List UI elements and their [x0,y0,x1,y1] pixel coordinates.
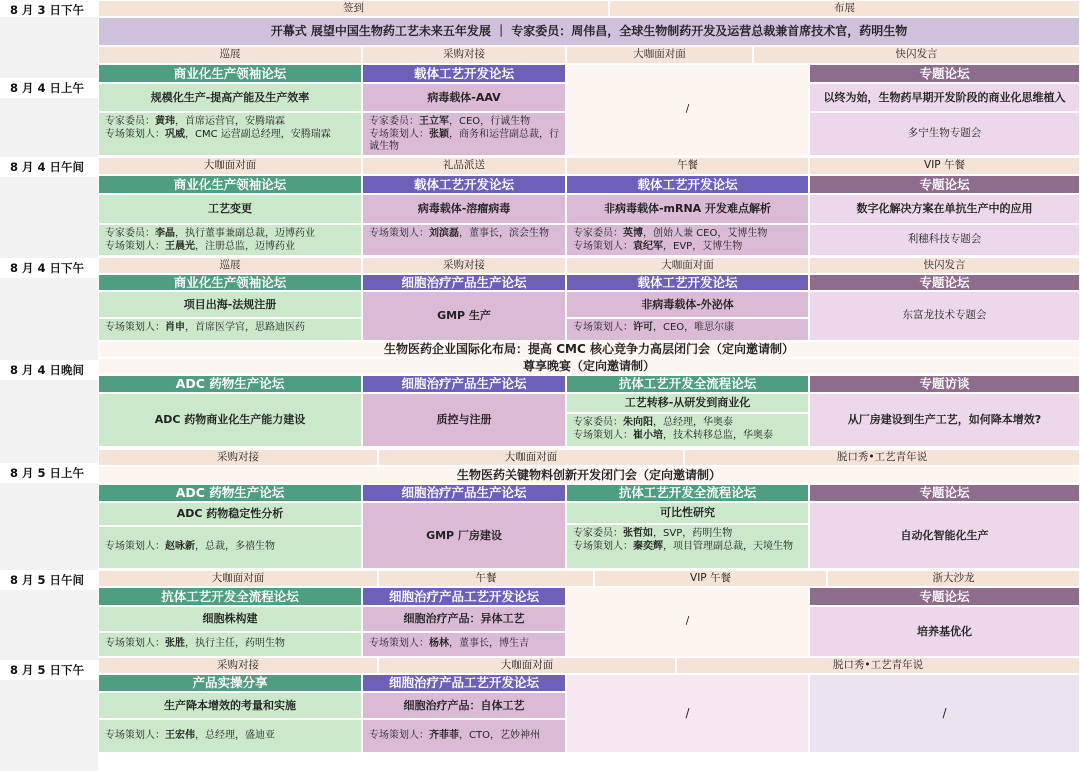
session-topic: GMP 厂房建设 [362,502,566,569]
session-speakers [362,632,566,657]
speaker-line: 专家委员：王立军，CEO，行诚生物 [369,116,531,127]
break-activity-cell: 大咖面对面 [378,449,684,466]
speaker-line: 专家委员：朱向阳，总经理，华奥泰 [573,417,733,428]
speaker-line: 专场策划人：崔小培，技术转移总监，华奥泰 [573,429,773,441]
session-speakers [362,112,566,156]
break-activity-cell: 采购对接 [362,46,566,64]
forum-title: 商业化生产领袖论坛 [98,64,362,83]
speaker-line: 专家委员：李晶，执行董事兼副总裁，迈博药业 [105,228,315,239]
break-activity-cell: VIP 午餐 [594,570,827,587]
session-topic: 自动化智能化生产 [809,502,1080,569]
forum-title: 专题论坛 [809,587,1080,606]
forum-title: 载体工艺开发论坛 [566,175,809,194]
session-topic: 非病毒载体-外泌体 [566,291,809,318]
session-speakers [566,524,809,569]
session-time-label: 8 月 3 日下午 [0,0,98,17]
session-topic: 细胞株构建 [98,606,362,632]
speaker-line: 专场策划人：王宏伟，总经理，盛迪亚 [105,729,275,741]
session-topic: 工艺转移-从研发到商业化 [566,393,809,413]
session-speakers [566,318,809,341]
forum-title: 载体工艺开发论坛 [566,274,809,291]
empty-slot-cell: / [566,674,809,753]
session-sponsor: 多宁生物专题会 [809,112,1080,156]
session-speakers [98,719,362,753]
forum-title: 商业化生产领袖论坛 [98,274,362,291]
break-activity-cell: 快闪发言 [809,257,1080,274]
forum-title: 细胞治疗产品生产论坛 [362,484,566,502]
break-activity-cell: 大咖面对面 [378,657,676,674]
break-activity-cell: 采购对接 [362,257,566,274]
session-speakers [362,224,566,256]
speaker-line: 专家委员：张哲如，SVP，药明生物 [573,528,733,539]
session-time-label: 8 月 5 日午间 [0,570,98,590]
checkin-cell: 签到 [98,0,609,17]
break-activity-cell: 大咖面对面 [98,570,378,587]
forum-title: ADC 药物生产论坛 [98,375,362,393]
forum-title: ADC 药物生产论坛 [98,484,362,502]
speaker-line: 专场策划人：巩威，CMC 运营副总经理，安腾瑞霖 [105,128,331,140]
session-topic: 培养基优化 [809,606,1080,657]
break-activity-cell: 午餐 [566,157,809,175]
break-activity-cell: 采购对接 [98,449,378,466]
session-topic: 生产降本增效的考量和实施 [98,692,362,719]
closed-door-meeting-banner: 生物医药关键物料创新开发闭门会（定向邀请制） [98,466,1080,484]
session-speakers [566,224,809,256]
speaker-line: 专场策划人：张颖，商务和运营副总裁，行诚生物 [369,128,559,152]
speaker-line: 专场策划人：许可，CEO，唯思尔康 [573,322,735,333]
setup-cell: 布展 [609,0,1080,17]
speaker-line: 专场策划人：杨林，董事长，博生吉 [369,638,529,650]
vip-dinner-banner: 尊享晚宴（定向邀请制） [98,358,1080,375]
break-activity-cell: 脱口秀•工艺青年说 [676,657,1080,674]
break-activity-cell: 大咖面对面 [566,257,809,274]
empty-slot-cell: / [566,64,809,156]
speaker-line: 专场策划人：赵咏新，总裁，多禧生物 [105,541,275,553]
session-topic: GMP 生产 [362,291,566,341]
session-topic: 病毒载体-溶瘤病毒 [362,194,566,224]
forum-title: 抗体工艺开发全流程论坛 [566,484,809,502]
break-activity-cell: 脱口秀•工艺青年说 [684,449,1080,466]
session-speakers [566,413,809,447]
forum-title: 载体工艺开发论坛 [362,175,566,194]
session-speakers [98,224,362,256]
empty-slot-cell: / [566,587,809,657]
break-activity-cell: 礼品派送 [362,157,566,175]
break-activity-cell: 午餐 [378,570,594,587]
speaker-line: 专家委员：英博，创始人兼 CEO，艾博生物 [573,228,768,239]
session-time-label: 8 月 5 日上午 [0,463,98,483]
date-column-background [0,0,98,771]
session-speakers [98,112,362,156]
forum-title: 专题访谈 [809,375,1080,393]
forum-title: 细胞治疗产品生产论坛 [362,274,566,291]
forum-title: 专题论坛 [809,484,1080,502]
forum-title: 载体工艺开发论坛 [362,64,566,83]
speaker-line: 专家委员：黄玮，首席运营官，安腾瑞霖 [105,116,285,127]
session-topic: 细胞治疗产品：异体工艺 [362,606,566,632]
break-activity-cell: 采购对接 [98,657,378,674]
speaker-line: 专场策划人：齐菲菲，CTO，艺妙神州 [369,729,540,741]
session-time-label: 8 月 4 日下午 [0,258,98,278]
session-topic: 工艺变更 [98,194,362,224]
closed-door-meeting-banner: 生物医药企业国际化布局：提高 CMC 核心竞争力高层闭门会（定向邀请制） [98,341,1080,358]
session-topic: 可比性研究 [566,502,809,524]
forum-title: 细胞治疗产品工艺开发论坛 [362,674,566,692]
session-sponsor: 东富龙技术专题会 [809,291,1080,341]
forum-title: 商业化生产领袖论坛 [98,175,362,194]
session-time-label: 8 月 5 日下午 [0,660,98,680]
session-topic: 非病毒载体-mRNA 开发难点解析 [566,194,809,224]
forum-title: 专题论坛 [809,64,1080,83]
session-speakers [98,632,362,657]
session-speakers [98,526,362,569]
break-activity-cell: 大咖面对面 [98,157,362,175]
session-topic: 病毒载体-AAV [362,83,566,112]
session-topic: 项目出海-法规注册 [98,291,362,318]
session-topic: 规模化生产-提高产能及生产效率 [98,83,362,112]
forum-title: 抗体工艺开发全流程论坛 [566,375,809,393]
session-topic: 从厂房建设到生产工艺，如何降本增效? [809,393,1080,447]
break-activity-cell: 巡展 [98,46,362,64]
session-time-label: 8 月 4 日午间 [0,157,98,177]
break-activity-cell: 快闪发言 [753,46,1080,64]
session-topic: 以终为始，生物药早期开发阶段的商业化思维植入 [809,83,1080,112]
session-speakers [98,318,362,341]
speaker-line: 专场策划人：王晨光，注册总监，迈博药业 [105,240,295,252]
empty-slot-cell: / [809,674,1080,753]
session-topic: ADC 药物商业化生产能力建设 [98,393,362,447]
forum-title: 细胞治疗产品生产论坛 [362,375,566,393]
forum-title: 专题论坛 [809,274,1080,291]
session-time-label: 8 月 4 日上午 [0,78,98,98]
speaker-line: 专场策划人：张胜，执行主任，药明生物 [105,638,285,650]
session-topic: ADC 药物稳定性分析 [98,502,362,526]
speaker-line: 专场策划人：肖申，首席医学官，思路迪医药 [105,322,305,333]
session-sponsor: 利穗科技专题会 [809,224,1080,256]
session-topic: 数字化解决方案在单抗生产中的应用 [809,194,1080,224]
forum-title: 抗体工艺开发全流程论坛 [98,587,362,606]
speaker-line: 专场策划人：刘滨磊，董事长，滨会生物 [369,228,549,239]
break-activity-cell: 大咖面对面 [566,46,753,64]
forum-title: 细胞治疗产品工艺开发论坛 [362,587,566,606]
forum-title: 专题论坛 [809,175,1080,194]
break-activity-cell: VIP 午餐 [809,157,1080,175]
session-time-label: 8 月 4 日晚间 [0,360,98,380]
speaker-line: 专场策划人：秦奕辉，项目管理副总裁，天境生物 [573,540,793,552]
opening-ceremony-banner: 开幕式 展望中国生物药工艺未来五年发展 ｜ 专家委员：周伟昌，全球生物制药开发及运营总裁兼首席技术官，药明生物 [98,17,1080,46]
forum-title: 产品实操分享 [98,674,362,692]
session-topic: 质控与注册 [362,393,566,447]
session-topic: 细胞治疗产品：自体工艺 [362,692,566,719]
break-activity-cell: 浙大沙龙 [827,570,1080,587]
break-activity-cell: 巡展 [98,257,362,274]
session-speakers [362,719,566,753]
speaker-line: 专场策划人：袁纪军，EVP，艾博生物 [573,240,743,252]
